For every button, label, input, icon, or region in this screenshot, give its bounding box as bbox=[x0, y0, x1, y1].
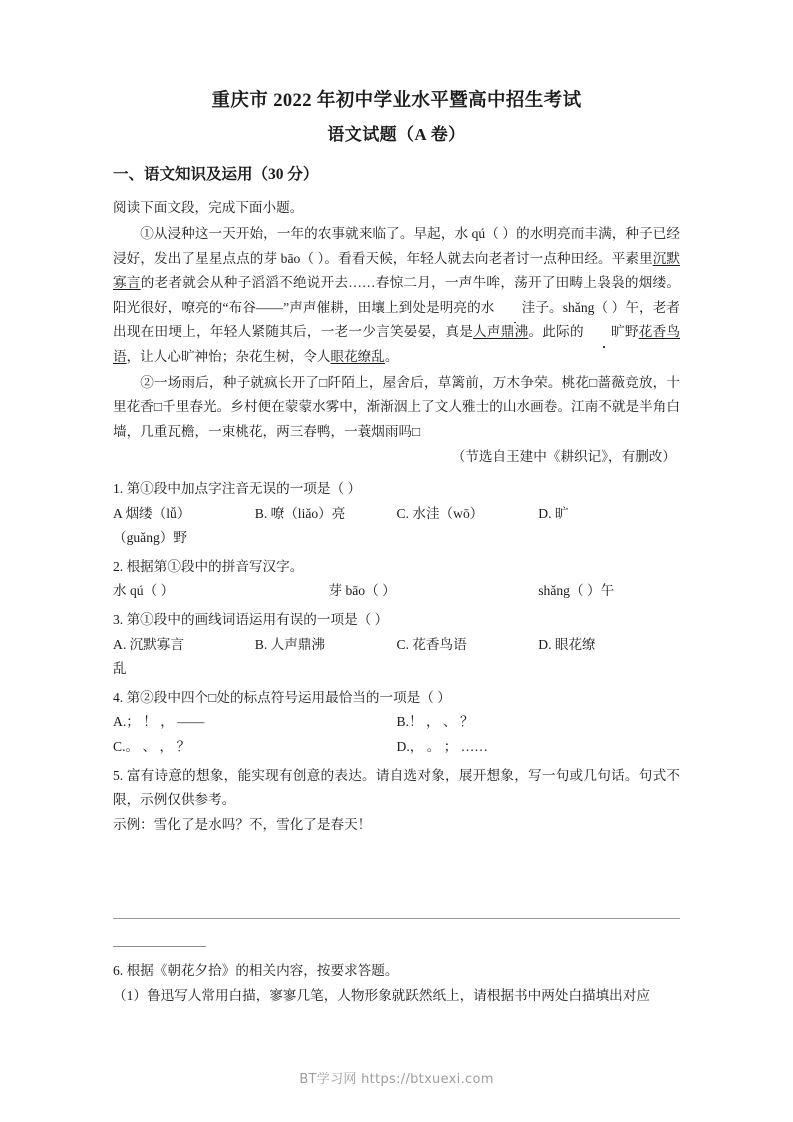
question-4-option-d[interactable]: D.， 。 ； …… bbox=[396, 738, 488, 754]
question-2-stem: 2. 根据第①段中的拼音写汉字。 bbox=[113, 558, 304, 574]
footer-watermark: BT学习网 https://btxuexi.com bbox=[299, 1072, 494, 1087]
question-6-stem: 6. 根据《朝花夕拾》的相关内容，按要求答题。 bbox=[113, 963, 399, 978]
question-1-stem: 1. 第①段中加点字注音无误的一项是（ ） bbox=[113, 481, 362, 497]
passage-underline-yanhualiaoluan: 眼花缭乱 bbox=[330, 349, 385, 365]
question-3-option-b[interactable]: B. 人声鼎沸 bbox=[254, 636, 325, 652]
passage-underline-chenmoguayan: 沉默寡言 bbox=[113, 250, 681, 291]
footnote-separator-rule bbox=[113, 946, 206, 947]
passage-p1-seg3: 子。shǎng（ ）午，老者出现在田埂上，年轻人紧随其后，一老一少言笑晏晏，真是 bbox=[113, 299, 680, 340]
page-title: 重庆市 2022 年初中学业水平暨高中招生考试 bbox=[211, 91, 582, 111]
question-3-stem: 3. 第①段中的画线词语运用有误的一项是（ ） bbox=[113, 612, 389, 627]
passage-p1-seg4: 。此际的 bbox=[528, 324, 584, 340]
question-5-example: 示例：雪化了是水吗？不，雪化了是春天！ bbox=[113, 816, 372, 832]
section-heading: 一、语文知识及运用（30 分） bbox=[113, 166, 319, 184]
question-4-option-b[interactable]: B.！ ， 、 ？ bbox=[396, 714, 474, 730]
passage-p1-seg1: ①从浸种这一天开始，一年的农事就来临了。早起，水 qú（ ）的水明亮而丰满，种子已经浸好，发出了星星点点的芽 bāo（ ）。看看天候，年轻人就去向老者讨一点种田经。平素里 bbox=[113, 226, 680, 266]
question-3-option-d-continuation: 乱 bbox=[113, 661, 127, 677]
question-4-options-row-1 bbox=[113, 710, 680, 735]
question-3-option-d[interactable]: D. 眼花缭 bbox=[538, 636, 596, 652]
question-1-option-b[interactable]: B. 嘹（liǎo）亮 bbox=[254, 505, 346, 521]
question-3-option-c[interactable]: C. 花香鸟语 bbox=[396, 636, 467, 652]
question-5-stem: 5. 富有诗意的想象，能实现有创意的表达。请自选对象，展开想象，写一句或几句话。句式不限，示例仅供参考。 bbox=[113, 767, 680, 808]
passage-p1-seg2: 的老者就会从种子滔滔不绝说开去……春惊二月，一声牛哞，荡开了田畴上袅袅的烟缕。阳光很好，嘹亮的“布谷——”声声催耕，田壤上到处是明亮的水 bbox=[113, 275, 681, 315]
question-6-sub-1: （1）鲁迅写人常用白描，寥寥几笔，人物形象就跃然纸上，请根据书中两处白描填出对应 bbox=[113, 987, 650, 1003]
question-1-option-a[interactable]: A 烟缕（lǚ） bbox=[113, 505, 191, 521]
passage-attribution: （节选自王建中《耕织记》，有删改） bbox=[451, 449, 676, 465]
passage-paragraph-2: ②一场雨后，种子就疯长开了□阡陌上，屋舍后，草篱前，万木争荣。桃花□蔷薇竞放，十里花香□千里春光。乡村便在蒙蒙水雾中，渐渐洇上了文人雅士的山水画卷。江南不就是半角白墙，几重瓦檐，一束桃花，两三春鸭，一蓑烟雨吗□ bbox=[113, 374, 680, 439]
passage-underline-renshengdingfei: 人声鼎沸 bbox=[473, 324, 529, 340]
question-4-stem: 4. 第②段中四个□处的标点符号运用最恰当的一项是（ ） bbox=[113, 689, 451, 705]
page-content bbox=[113, 88, 680, 837]
passage-paragraph-1 bbox=[113, 222, 680, 370]
question-1-option-d[interactable]: D. 旷 bbox=[538, 505, 569, 521]
question-2-blank-2[interactable]: 芽 bāo（ ） bbox=[328, 583, 396, 599]
passage-p1-seg5: 野 bbox=[624, 324, 639, 340]
page-tail-content bbox=[113, 955, 693, 1008]
question-2-blanks bbox=[113, 579, 680, 604]
question-3-options bbox=[113, 633, 680, 658]
question-1-option-c[interactable]: C. 水洼（wō） bbox=[396, 505, 484, 521]
passage-dotted-wa: 洼 bbox=[494, 296, 535, 321]
passage-p1-seg7: 。 bbox=[384, 349, 399, 365]
question-4-options-row-2 bbox=[113, 735, 680, 760]
question-1-options bbox=[113, 502, 680, 527]
question-3-option-a[interactable]: A. 沉默寡言 bbox=[113, 636, 184, 652]
section-divider-rule bbox=[113, 918, 680, 919]
passage-p1-seg6: ，让人心旷神怡；杂花生树，令人 bbox=[126, 349, 331, 365]
question-4-option-c[interactable]: C.。 、 ， ？ bbox=[113, 738, 191, 754]
question-1-option-d-continuation: （guǎng）野 bbox=[113, 530, 188, 546]
passage-underline-huaxiangniaoyu: 花香鸟语 bbox=[113, 324, 681, 365]
question-2-blank-1[interactable]: 水 qú（ ） bbox=[113, 583, 175, 599]
question-4-option-a[interactable]: A.； ！ ， —— bbox=[113, 714, 205, 730]
question-2-blank-3[interactable]: shǎng（ ）午 bbox=[538, 583, 615, 599]
page-subtitle: 语文试题（A 卷） bbox=[327, 124, 466, 144]
passage-dotted-kuang: 旷 bbox=[584, 320, 625, 345]
section-lead-instruction: 阅读下面文段，完成下面小题。 bbox=[113, 199, 304, 215]
